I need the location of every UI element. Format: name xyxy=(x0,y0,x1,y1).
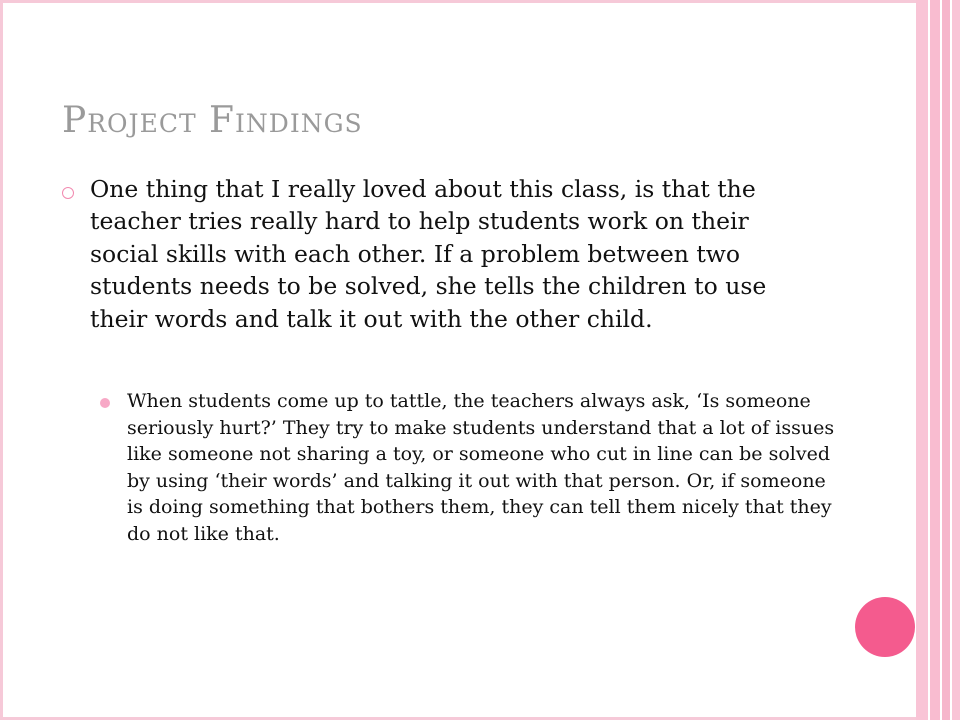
slide-border-top xyxy=(0,0,916,3)
sub-bullet-item xyxy=(100,388,840,547)
stripe xyxy=(916,0,928,720)
stripe xyxy=(930,0,940,720)
bullet-item xyxy=(62,173,822,335)
slide-border-left xyxy=(0,0,3,720)
stripe xyxy=(942,0,950,720)
ring-bullet-icon xyxy=(62,187,74,199)
slide-title: Project Findings xyxy=(62,100,363,141)
sub-bullet-text: When students come up to tattle, the teachers always ask, ‘Is someone seriously hurt?’ They try to make students understand that a lot of issues like someone not sharing a toy, or someone who cut in line can be solved by using ‘their words’ and talking it out with that person. Or, if someone is doing something that bothers them, they can tell them nicely that they do not like that. xyxy=(127,390,835,545)
decorative-circle xyxy=(855,597,915,657)
bullet-text: One thing that I really loved about this class, is that the teacher tries really hard to help students work on their social skills with each other. If a problem between two students needs to be solved, she tells the children to use their words and talk it out with the other child. xyxy=(90,175,767,333)
dot-bullet-icon xyxy=(100,398,110,408)
stripe xyxy=(952,0,960,720)
